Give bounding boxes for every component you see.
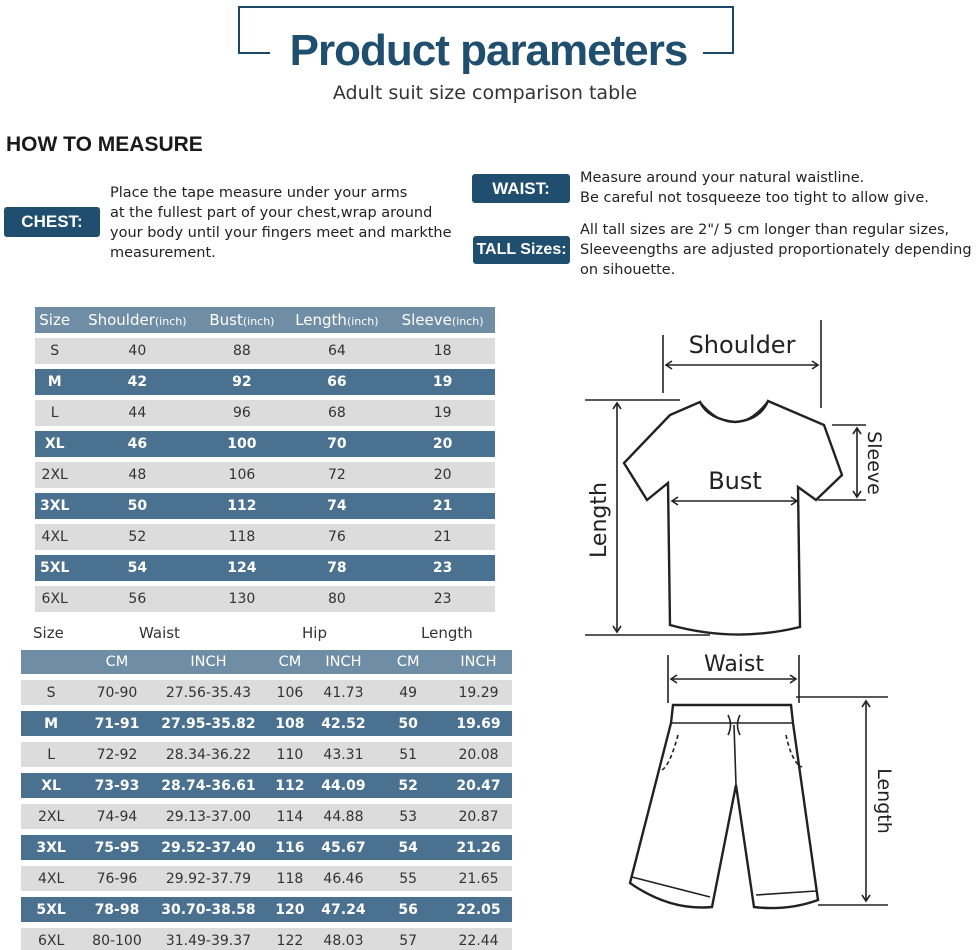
shorts-fly <box>734 725 736 785</box>
value-cell: 74 <box>284 493 391 519</box>
bottom-table-size-label: Size <box>33 624 64 642</box>
size-cell: XL <box>35 431 74 457</box>
value-cell: 80-100 <box>81 928 152 950</box>
bottom-table-length-label: Length <box>421 624 473 642</box>
value-cell: 68 <box>284 400 391 426</box>
size-cell: S <box>35 338 74 364</box>
value-cell: 56 <box>74 586 200 612</box>
value-cell: 106 <box>264 680 315 705</box>
top-table-row <box>35 369 495 395</box>
value-cell: 30.70-38.58 <box>153 897 265 922</box>
bottom-table-row <box>21 680 512 705</box>
bottom-table-row <box>21 928 512 950</box>
value-cell: 76 <box>284 524 391 550</box>
value-cell: 29.13-37.00 <box>153 804 265 829</box>
value-cell: 29.92-37.79 <box>153 866 265 891</box>
value-cell: 57 <box>371 928 445 950</box>
top-table-row <box>35 586 495 612</box>
value-cell: 70 <box>284 431 391 457</box>
value-cell: 48.03 <box>316 928 372 950</box>
bust-label: Bust <box>708 467 762 495</box>
value-cell: 44 <box>74 400 200 426</box>
value-cell: 72-92 <box>81 742 152 767</box>
bottom-table-row <box>21 742 512 767</box>
value-cell: 19.29 <box>445 680 512 705</box>
value-cell: 27.95-35.82 <box>153 711 265 736</box>
top-table-body <box>35 338 495 612</box>
value-cell: 49 <box>371 680 445 705</box>
bottom-size-table <box>21 644 512 950</box>
value-cell: 47.24 <box>316 897 372 922</box>
value-cell: 74-94 <box>81 804 152 829</box>
chest-description: Place the tape measure under your arms at the fullest part of your chest,wrap around your body until your fingers meet and markthe measurement. <box>110 185 452 261</box>
value-cell: 44.09 <box>316 773 372 798</box>
tshirt-outline <box>624 401 842 635</box>
value-cell: 80 <box>284 586 391 612</box>
bottom-table-row <box>21 773 512 798</box>
value-cell: 20.08 <box>445 742 512 767</box>
top-table-row <box>35 431 495 457</box>
header-sleeve: Sleeve(inch) <box>390 307 495 333</box>
value-cell: 21.65 <box>445 866 512 891</box>
bottom-table-row <box>21 866 512 891</box>
top-table-row <box>35 524 495 550</box>
value-cell: 120 <box>264 897 315 922</box>
value-cell: 31.49-39.37 <box>153 928 265 950</box>
value-cell: 50 <box>74 493 200 519</box>
header-length: Length(inch) <box>284 307 391 333</box>
value-cell: 110 <box>264 742 315 767</box>
header-shoulder: Shoulder(inch) <box>74 307 200 333</box>
header-size: Size <box>35 307 74 333</box>
bottom-table-row <box>21 711 512 736</box>
value-cell: 20.47 <box>445 773 512 798</box>
value-cell: 100 <box>200 431 283 457</box>
top-size-table <box>35 302 495 617</box>
garment-measurement-diagram <box>570 315 977 950</box>
value-cell: 44.88 <box>316 804 372 829</box>
size-cell: 6XL <box>35 586 74 612</box>
value-cell: 64 <box>284 338 391 364</box>
value-cell: 56 <box>371 897 445 922</box>
page-subtitle: Adult suit size comparison table <box>332 82 638 104</box>
value-cell: 122 <box>264 928 315 950</box>
header-waist-inch: INCH <box>153 650 265 674</box>
value-cell: 21.26 <box>445 835 512 860</box>
value-cell: 92 <box>200 369 283 395</box>
value-cell: 45.67 <box>316 835 372 860</box>
value-cell: 116 <box>264 835 315 860</box>
size-cell: M <box>21 711 81 736</box>
top-table-row <box>35 338 495 364</box>
value-cell: 48 <box>74 462 200 488</box>
shorts-outline <box>630 705 818 908</box>
value-cell: 114 <box>264 804 315 829</box>
shoulder-label: Shoulder <box>688 331 796 359</box>
bottom-table-hip-label: Hip <box>302 624 327 642</box>
value-cell: 112 <box>264 773 315 798</box>
value-cell: 29.52-37.40 <box>153 835 265 860</box>
value-cell: 18 <box>390 338 495 364</box>
value-cell: 22.05 <box>445 897 512 922</box>
value-cell: 22.44 <box>445 928 512 950</box>
tshirt-collar <box>700 401 768 422</box>
value-cell: 54 <box>371 835 445 860</box>
value-cell: 46.46 <box>316 866 372 891</box>
value-cell: 130 <box>200 586 283 612</box>
bottom-table-body <box>21 680 512 950</box>
how-to-measure-heading: HOW TO MEASURE <box>6 133 203 156</box>
value-cell: 19 <box>390 400 495 426</box>
top-table-row <box>35 555 495 581</box>
value-cell: 40 <box>74 338 200 364</box>
tall-sizes-description: All tall sizes are 2"/ 5 cm longer than regular sizes, Sleeveengths are adjusted proportionately depending on sihouette. <box>580 222 972 278</box>
value-cell: 124 <box>200 555 283 581</box>
value-cell: 52 <box>74 524 200 550</box>
size-cell: S <box>21 680 81 705</box>
value-cell: 70-90 <box>81 680 152 705</box>
value-cell: 54 <box>74 555 200 581</box>
size-cell: XL <box>21 773 81 798</box>
header-hip-inch: INCH <box>316 650 372 674</box>
waist-badge: WAIST: <box>472 174 570 203</box>
value-cell: 73-93 <box>81 773 152 798</box>
value-cell: 53 <box>371 804 445 829</box>
header-hip-cm: CM <box>264 650 315 674</box>
bottom-table-header-row <box>21 650 512 674</box>
size-cell: L <box>21 742 81 767</box>
value-cell: 28.74-36.61 <box>153 773 265 798</box>
value-cell: 96 <box>200 400 283 426</box>
header-bust: Bust(inch) <box>200 307 283 333</box>
value-cell: 52 <box>371 773 445 798</box>
size-cell: 5XL <box>35 555 74 581</box>
header-length-inch: INCH <box>445 650 512 674</box>
header-waist-cm: CM <box>81 650 152 674</box>
value-cell: 46 <box>74 431 200 457</box>
value-cell: 19.69 <box>445 711 512 736</box>
value-cell: 55 <box>371 866 445 891</box>
value-cell: 72 <box>284 462 391 488</box>
bottom-table-waist-label: Waist <box>139 624 180 642</box>
size-cell: 4XL <box>21 866 81 891</box>
shorts-hem-right <box>756 891 816 895</box>
waist-description: Measure around your natural waistline. Be careful not tosqueeze too tight to allow give. <box>580 170 929 206</box>
size-cell: L <box>35 400 74 426</box>
size-cell: 2XL <box>35 462 74 488</box>
value-cell: 20 <box>390 462 495 488</box>
sleeve-label: Sleeve <box>863 431 885 495</box>
value-cell: 75-95 <box>81 835 152 860</box>
bottom-table-row <box>21 897 512 922</box>
tall-sizes-badge: TALL Sizes: <box>473 236 570 264</box>
value-cell: 106 <box>200 462 283 488</box>
value-cell: 20.87 <box>445 804 512 829</box>
value-cell: 27.56-35.43 <box>153 680 265 705</box>
top-table-row <box>35 493 495 519</box>
top-table-row <box>35 400 495 426</box>
value-cell: 21 <box>390 524 495 550</box>
value-cell: 112 <box>200 493 283 519</box>
size-cell: 3XL <box>21 835 81 860</box>
size-cell: 6XL <box>21 928 81 950</box>
value-cell: 78-98 <box>81 897 152 922</box>
value-cell: 20 <box>390 431 495 457</box>
value-cell: 118 <box>200 524 283 550</box>
shorts-hem-left <box>632 877 710 897</box>
header-length-cm: CM <box>371 650 445 674</box>
value-cell: 78 <box>284 555 391 581</box>
value-cell: 51 <box>371 742 445 767</box>
bottom-table-row <box>21 835 512 860</box>
size-cell: 5XL <box>21 897 81 922</box>
top-table-header-row <box>35 307 495 333</box>
chest-badge: CHEST: <box>4 207 100 237</box>
value-cell: 71-91 <box>81 711 152 736</box>
value-cell: 21 <box>390 493 495 519</box>
size-cell: M <box>35 369 74 395</box>
value-cell: 76-96 <box>81 866 152 891</box>
size-cell: 4XL <box>35 524 74 550</box>
value-cell: 23 <box>390 586 495 612</box>
value-cell: 23 <box>390 555 495 581</box>
bottom-table-row <box>21 804 512 829</box>
value-cell: 41.73 <box>316 680 372 705</box>
value-cell: 118 <box>264 866 315 891</box>
top-table-row <box>35 462 495 488</box>
value-cell: 66 <box>284 369 391 395</box>
value-cell: 28.34-36.22 <box>153 742 265 767</box>
value-cell: 43.31 <box>316 742 372 767</box>
length-label: Length <box>587 482 612 558</box>
size-cell: 2XL <box>21 804 81 829</box>
page-title: Product parameters <box>274 26 704 75</box>
value-cell: 42 <box>74 369 200 395</box>
size-cell: 3XL <box>35 493 74 519</box>
value-cell: 42.52 <box>316 711 372 736</box>
value-cell: 108 <box>264 711 315 736</box>
waist-label: Waist <box>703 652 765 677</box>
value-cell: 19 <box>390 369 495 395</box>
value-cell: 88 <box>200 338 283 364</box>
pants-length-label: Length <box>873 768 895 834</box>
value-cell: 50 <box>371 711 445 736</box>
